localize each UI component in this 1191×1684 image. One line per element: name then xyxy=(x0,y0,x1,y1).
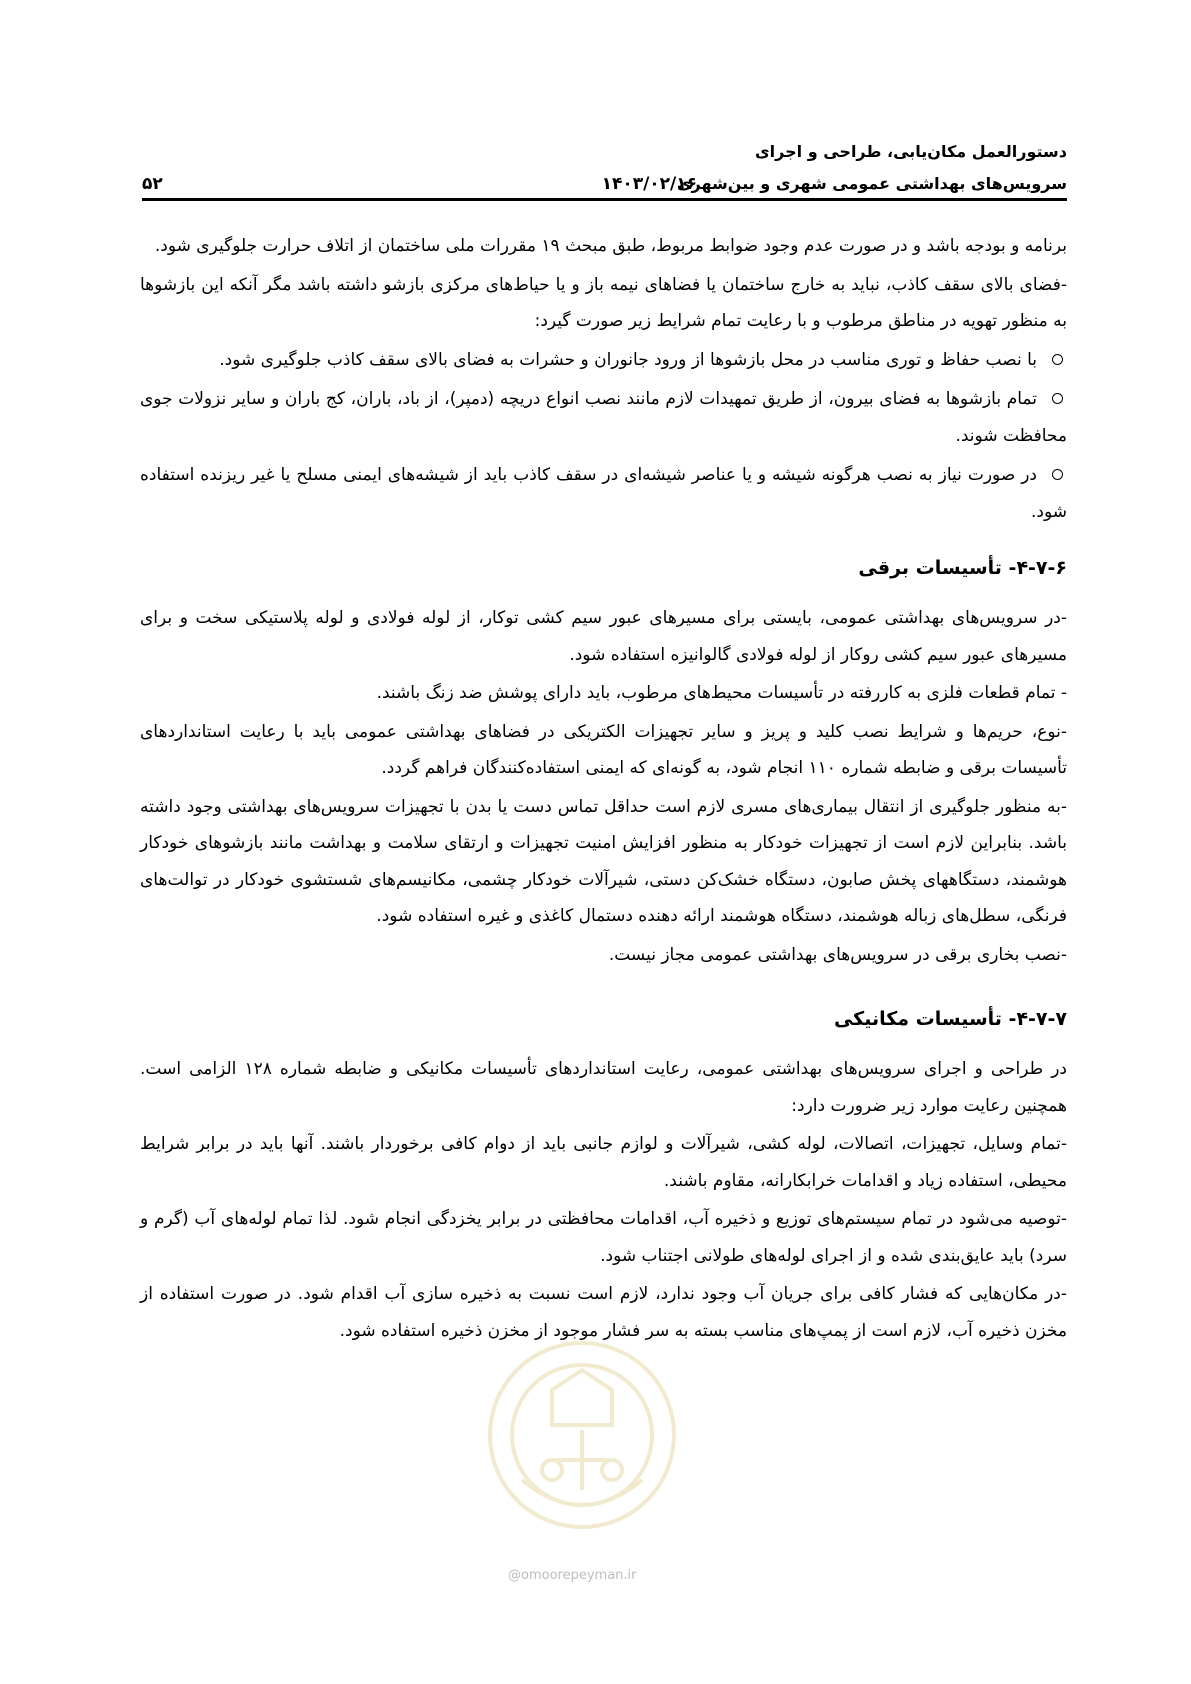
paragraph: -در مکان‌هایی که فشار کافی برای جریان آب وجود ندارد، لازم است نسبت به ذخیره سازی آب اقدام شود. در صورت استفاده از مخزن ذخیره آب، لازم است از پمپ‌های مناسب بسته به سر فشار موجود از مخزن ذخیره استفاده شود. xyxy=(140,1284,1067,1341)
circle-bullet-icon xyxy=(1052,469,1063,480)
paragraph: -در سرویس‌های بهداشتی عمومی، بایستی برای مسیرهای عبور سیم کشی توکار، از لوله فولادی و لوله پلاستیکی سخت و برای مسیرهای عبور سیم کشی روکار از لوله فولادی گالوانیزه استفاده شود. xyxy=(140,608,1067,665)
header-title-line1: دستورالعمل مکان‌یابی، طراحی و اجرای xyxy=(755,142,1067,161)
paragraph: برنامه و بودجه باشد و در صورت عدم وجود ضوابط مربوط، طبق مبحث ۱۹ مقررات ملی ساختمان از اتلاف حرارت جلوگیری شود. xyxy=(154,236,1067,256)
page-body xyxy=(140,228,1067,1351)
section-heading: ۴-۷-۶- تأسیسات برقی xyxy=(858,557,1067,579)
paragraph: -نصب بخاری برقی در سرویس‌های بهداشتی عمومی مجاز نیست. xyxy=(608,944,1067,965)
header-divider xyxy=(142,198,1067,201)
bullet-item xyxy=(140,342,1067,379)
bullet-text: در صورت نیاز به نصب هرگونه شیشه و یا عناصر شیشه‌ای در سقف کاذب باید از شیشه‌های ایمنی مسلح یا غیر ریزنده استفاده شود. xyxy=(140,465,1067,522)
paragraph: -تمام وسایل، تجهیزات، اتصالات، لوله کشی، شیرآلات و لوازم جانبی باید از دوام کافی برخوردار باشند. آنها باید در برابر شرایط محیطی، استفاده زیاد و اقدامات خرابکارانه، مقاوم باشند. xyxy=(140,1134,1067,1191)
circle-bullet-icon xyxy=(1052,393,1063,404)
header-date: ۱۴۰۳/۰۲/۱۶ xyxy=(601,174,697,194)
paragraph: -نوع، حریم‌ها و شرایط نصب کلید و پریز و سایر تجهیزات الکتریکی در فضاهای بهداشتی عمومی باید با رعایت استانداردهای تأسیسات برقی و ضابطه شماره ۱۱۰ انجام شود، به گونه‌ای که ایمنی استفاده‌کنندگان فراهم گردد. xyxy=(140,721,1067,778)
section-heading: ۴-۷-۷- تأسیسات مکانیکی xyxy=(833,1008,1067,1030)
bullet-text: تمام بازشوها به فضای بیرون، از طریق تمهیدات لازم مانند نصب انواع دریچه (دمپر)، از باد، باران، کج باران و سایر نزولات جوی محافظت شوند. xyxy=(140,389,1067,446)
paragraph: -به منظور جلوگیری از انتقال بیماری‌های مسری لازم است حداقل تماس دست یا بدن با تجهیزات سرویس‌های بهداشتی وجود داشته باشد. بنابراین لازم است از تجهیزات خودکار به منظور افزایش امنیت تجهیزات و ارتقای سلامت و بهداشت مانند بازشوهای خودکار هوشمند، دستگاههای پخش صابون، دستگاه خشک‌کن دستی، شیرآلات خودکار چشمی، مکانیسم‌های شستشوی خودکار در توالت‌های فرنگی، سطل‌های زباله هوشمند، دستگاه هوشمند ارائه دهنده دستمال کاغذی و غیره استفاده شود. xyxy=(140,796,1067,926)
circle-bullet-icon xyxy=(1052,354,1063,365)
header-title-line2: سرویس‌های بهداشتی عمومی شهری و بین‌شهری xyxy=(676,174,1067,193)
bullet-item xyxy=(140,381,1067,454)
seal-emblem-icon xyxy=(482,1330,682,1540)
paragraph: -فضای بالای سقف کاذب، نباید به خارج ساختمان یا فضاهای نیمه باز و یا حیاط‌های مرکزی بازشو داشته باشد مگر آنکه این بازشوها به منظور تهویه در مناطق مرطوب و با رعایت تمام شرایط زیر صورت گیرد: xyxy=(140,274,1067,331)
bullet-text: با نصب حفاظ و توری مناسب در محل بازشوها از ورود جانوران و حشرات به فضای بالای سقف کاذب جلوگیری شود. xyxy=(219,349,1037,370)
paragraph: در طراحی و اجرای سرویس‌های بهداشتی عمومی، رعایت استانداردهای تأسیسات مکانیکی و ضابطه شماره ۱۲۸ الزامی است. همچنین رعایت موارد زیر ضرورت دارد: xyxy=(140,1059,1067,1116)
page-header xyxy=(142,130,1067,206)
paragraph: - تمام قطعات فلزی به کاررفته در تأسیسات محیط‌های مرطوب، باید دارای پوشش ضد زنگ باشند. xyxy=(376,683,1067,703)
paragraph: -توصیه می‌شود در تمام سیستم‌های توزیع و ذخیره آب، اقدامات محافظتی در برابر یخزدگی انجام شود. لذا تمام لوله‌های آب (گرم و سرد) باید عایق‌بندی شده و از اجرای لوله‌های طولانی اجتناب شود. xyxy=(140,1209,1067,1266)
watermark-url: @omoorepeyman.ir xyxy=(508,1568,637,1583)
bullet-item xyxy=(140,457,1067,530)
page-number: ۵۲ xyxy=(142,174,163,194)
